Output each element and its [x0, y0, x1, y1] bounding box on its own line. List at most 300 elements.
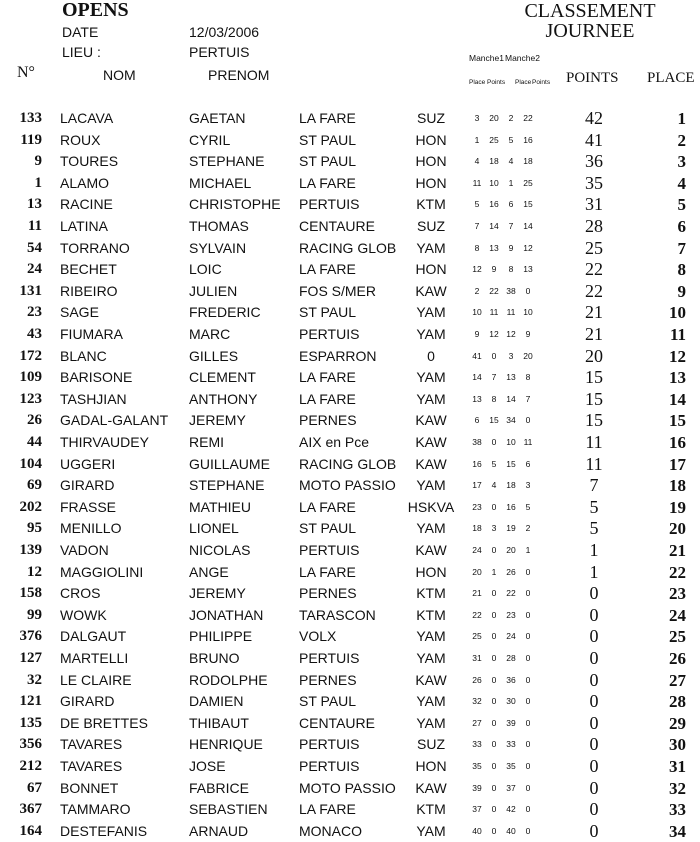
row-moto: YAM — [416, 693, 446, 710]
row-m1-place: 13 — [472, 393, 482, 404]
row-m1-place: 4 — [474, 156, 480, 167]
row-nom: BONNET — [60, 779, 119, 796]
row-club: PERNES — [299, 412, 357, 429]
row-nom: MARTELLI — [60, 650, 129, 666]
row-club: ST PAUL — [299, 153, 357, 170]
row-total-points: 1 — [589, 561, 599, 582]
row-number: 158 — [19, 585, 42, 602]
row-final-place: 34 — [669, 821, 686, 841]
row-m1-points: 0 — [491, 609, 497, 620]
row-number: 9 — [34, 153, 42, 170]
table-row — [0, 432, 700, 454]
row-m2-place: 11 — [506, 307, 516, 318]
row-club: ST PAUL — [299, 304, 357, 321]
row-final-place: 14 — [669, 389, 686, 409]
row-club: LA FARE — [299, 369, 356, 386]
row-m1-points: 0 — [491, 761, 497, 771]
row-prenom: SYLVAIN — [189, 239, 247, 256]
row-final-place: 33 — [669, 800, 686, 820]
row-number: 212 — [19, 758, 42, 774]
row-m2-place: 35 — [506, 761, 516, 771]
row-number: 104 — [19, 455, 42, 472]
row-moto: YAM — [416, 369, 446, 386]
row-prenom: CLEMENT — [189, 369, 256, 386]
row-m2-place: 14 — [506, 393, 516, 404]
m2-points-header: Points — [532, 79, 551, 86]
row-m1-place: 3 — [474, 113, 480, 123]
row-total-points: 21 — [585, 324, 603, 344]
row-m1-points: 0 — [491, 696, 497, 707]
row-total-points: 22 — [585, 259, 603, 280]
row-m1-place: 40 — [472, 825, 482, 836]
table-row — [0, 173, 700, 195]
table-row — [0, 605, 700, 627]
row-number: 172 — [19, 347, 42, 364]
row-moto: HON — [415, 131, 447, 148]
row-club: AIX en Pce — [299, 434, 370, 450]
row-final-place: 17 — [669, 454, 686, 474]
row-m2-place: 16 — [506, 501, 516, 512]
row-number: 23 — [27, 304, 42, 321]
row-m2-points: 0 — [525, 285, 531, 296]
row-m2-points: 0 — [525, 782, 531, 793]
table-row — [0, 389, 700, 411]
table-row — [0, 518, 700, 540]
row-final-place: 29 — [669, 713, 686, 733]
table-row — [0, 151, 700, 173]
row-m1-points: 14 — [489, 221, 499, 231]
row-number: 44 — [27, 434, 42, 450]
table-row — [0, 583, 700, 605]
row-m1-place: 31 — [472, 653, 482, 663]
row-m2-points: 16 — [523, 134, 533, 145]
table-row — [0, 497, 700, 519]
row-m2-points: 3 — [525, 480, 531, 491]
row-nom: FRASSE — [60, 498, 117, 515]
row-m2-place: 38 — [506, 285, 516, 296]
row-moto: YAM — [416, 304, 446, 321]
row-moto: HSKVA — [407, 498, 455, 515]
row-final-place: 11 — [669, 325, 686, 344]
row-total-points: 0 — [589, 820, 599, 841]
row-m2-place: 33 — [506, 739, 516, 750]
row-nom: CROS — [60, 585, 101, 602]
row-moto: SUZ — [417, 218, 445, 234]
row-m2-place: 20 — [506, 545, 516, 555]
row-prenom: RODOLPHE — [189, 671, 268, 688]
table-row — [0, 648, 700, 670]
row-m1-place: 27 — [472, 717, 482, 728]
row-nom: GIRARD — [60, 693, 115, 710]
row-prenom: STEPHANE — [189, 477, 265, 494]
row-m1-points: 16 — [489, 199, 499, 210]
row-total-points: 11 — [585, 453, 603, 474]
row-club: PERNES — [299, 585, 357, 602]
total-points-header: POINTS — [566, 70, 619, 86]
row-prenom: MICHAEL — [189, 174, 252, 191]
row-moto: YAM — [416, 650, 446, 666]
row-m2-points: 8 — [525, 372, 531, 383]
row-moto: YAM — [416, 390, 446, 407]
row-prenom: CYRIL — [189, 131, 231, 148]
row-total-points: 0 — [589, 756, 599, 776]
row-nom: RACINE — [60, 196, 113, 213]
row-prenom: STEPHANE — [189, 153, 265, 170]
row-m1-place: 18 — [472, 523, 482, 534]
row-final-place: 23 — [669, 584, 686, 604]
m1-points-header: Points — [487, 79, 506, 86]
table-row — [0, 670, 700, 692]
row-prenom: THIBAUT — [189, 714, 249, 731]
row-total-points: 5 — [589, 518, 599, 539]
row-prenom: PHILIPPE — [189, 628, 253, 645]
row-m1-place: 23 — [472, 501, 482, 512]
row-m1-points: 5 — [491, 458, 497, 469]
row-prenom: JONATHAN — [189, 606, 264, 623]
table-row — [0, 216, 700, 238]
row-prenom: BRUNO — [189, 650, 240, 666]
row-nom: DESTEFANIS — [60, 822, 148, 839]
row-nom: TOURES — [60, 153, 119, 170]
row-moto: HON — [415, 758, 447, 774]
row-m2-points: 20 — [523, 350, 533, 361]
row-club: MONACO — [299, 822, 362, 839]
row-moto: KAW — [415, 282, 447, 299]
row-m2-place: 5 — [508, 134, 514, 145]
row-nom: BECHET — [60, 261, 117, 278]
row-m2-points: 0 — [525, 804, 531, 815]
table-row — [0, 562, 700, 584]
row-m2-place: 26 — [506, 566, 516, 577]
row-total-points: 15 — [585, 410, 603, 431]
row-prenom: LIONEL — [189, 520, 239, 537]
row-m2-points: 0 — [525, 674, 531, 685]
row-m2-place: 3 — [508, 350, 514, 361]
row-m1-points: 22 — [489, 285, 499, 296]
row-number: 67 — [27, 779, 42, 796]
row-nom: ROUX — [60, 131, 101, 148]
row-m1-place: 2 — [474, 285, 480, 296]
row-club: FOS S/MER — [299, 282, 377, 299]
row-club: RACING GLOB — [299, 455, 397, 472]
manche1-header: Manche1 — [469, 53, 504, 63]
row-number: 202 — [19, 498, 42, 515]
manche2-header: Manche2 — [505, 53, 540, 63]
row-nom: GIRARD — [60, 477, 115, 494]
row-total-points: 21 — [585, 302, 603, 323]
row-m2-place: 28 — [506, 653, 516, 663]
row-m1-place: 9 — [474, 329, 480, 339]
row-moto: YAM — [416, 326, 446, 342]
row-m2-place: 18 — [506, 480, 516, 491]
row-nom: THIRVAUDEY — [60, 434, 149, 450]
row-club: PERTUIS — [299, 326, 360, 342]
row-number: 121 — [19, 693, 42, 710]
row-m2-points: 9 — [525, 329, 531, 339]
row-club: PERTUIS — [299, 758, 360, 774]
row-m1-place: 35 — [472, 761, 482, 771]
ranking-title-line2: JOURNEE — [545, 20, 635, 42]
table-row — [0, 540, 700, 562]
row-m1-place: 5 — [474, 199, 480, 210]
row-m2-points: 11 — [523, 437, 533, 447]
row-m1-place: 32 — [472, 696, 482, 707]
row-final-place: 15 — [669, 411, 686, 431]
row-m1-place: 11 — [472, 177, 482, 188]
row-m1-place: 21 — [472, 588, 482, 599]
row-prenom: NICOLAS — [189, 542, 251, 558]
ranking-title — [500, 1, 680, 41]
row-final-place: 20 — [669, 519, 686, 539]
row-prenom: ANGE — [189, 563, 229, 580]
ranking-title-line1: CLASSEMENT — [524, 0, 656, 22]
row-moto: KTM — [416, 801, 446, 818]
row-club: CENTAURE — [299, 218, 375, 234]
row-final-place: 21 — [669, 541, 686, 560]
row-m1-place: 22 — [472, 609, 482, 620]
row-m2-points: 0 — [525, 653, 531, 663]
row-total-points: 0 — [589, 604, 599, 625]
table-row — [0, 713, 700, 735]
table-row — [0, 626, 700, 648]
row-total-points: 7 — [589, 475, 599, 496]
row-m1-place: 10 — [472, 307, 482, 318]
row-m2-points: 14 — [523, 221, 533, 231]
row-prenom: GUILLAUME — [189, 455, 270, 472]
row-club: PERTUIS — [299, 542, 360, 558]
row-m1-place: 39 — [472, 782, 482, 793]
row-club: VOLX — [299, 628, 337, 645]
row-m2-place: 30 — [506, 696, 516, 707]
row-nom: TORRANO — [60, 239, 130, 256]
row-moto: KAW — [415, 455, 447, 472]
table-row — [0, 691, 700, 713]
row-prenom: LOIC — [189, 261, 222, 278]
row-m2-points: 6 — [525, 458, 531, 469]
row-club: LA FARE — [299, 563, 356, 580]
row-m2-place: 15 — [506, 458, 516, 469]
row-final-place: 32 — [669, 778, 686, 798]
row-m2-points: 0 — [525, 609, 531, 620]
table-row — [0, 410, 700, 432]
row-moto: HON — [415, 261, 447, 278]
m2-place-header: Place — [515, 79, 532, 86]
row-m2-points: 13 — [523, 264, 533, 275]
row-m1-place: 1 — [474, 134, 480, 145]
row-m2-points: 0 — [525, 761, 531, 771]
row-final-place: 28 — [669, 692, 686, 712]
row-nom: WOWK — [60, 606, 107, 623]
row-nom: SAGE — [60, 304, 99, 321]
row-number: 123 — [19, 390, 42, 407]
row-m2-place: 8 — [508, 264, 514, 275]
row-m1-place: 16 — [472, 458, 482, 469]
row-m1-points: 4 — [491, 480, 497, 491]
row-total-points: 15 — [585, 388, 603, 409]
row-m2-place: 19 — [506, 523, 516, 534]
row-moto: KAW — [415, 412, 447, 429]
table-row — [0, 756, 700, 778]
row-m1-place: 38 — [472, 437, 482, 447]
row-moto: KAW — [415, 671, 447, 688]
row-m1-place: 20 — [472, 566, 482, 577]
row-m1-points: 0 — [491, 717, 497, 728]
row-final-place: 9 — [677, 281, 686, 301]
row-nom: TAMMARO — [60, 801, 131, 818]
row-m1-points: 11 — [489, 307, 499, 318]
row-club: RACING GLOB — [299, 239, 397, 256]
table-row — [0, 194, 700, 216]
row-m1-place: 6 — [474, 415, 480, 426]
row-m1-points: 0 — [491, 674, 497, 685]
lieu-value: PERTUIS — [189, 44, 250, 60]
row-number: 12 — [27, 563, 42, 580]
row-m1-place: 33 — [472, 739, 482, 750]
row-m2-place: 24 — [506, 631, 516, 642]
row-moto: KTM — [416, 585, 446, 602]
row-m1-place: 37 — [472, 804, 482, 815]
table-row — [0, 821, 700, 842]
table-row — [0, 108, 700, 130]
row-final-place: 8 — [677, 260, 686, 280]
row-moto: YAM — [416, 628, 446, 645]
row-number: 32 — [27, 671, 42, 688]
table-row — [0, 238, 700, 260]
row-m2-place: 42 — [506, 804, 516, 815]
row-m1-points: 0 — [491, 437, 497, 447]
row-m1-points: 0 — [491, 501, 497, 512]
category-title: OPENS — [62, 0, 129, 21]
row-total-points: 11 — [585, 432, 603, 452]
row-number: 26 — [27, 412, 42, 429]
row-m1-place: 24 — [472, 545, 482, 555]
row-m1-points: 0 — [491, 545, 497, 555]
table-row — [0, 130, 700, 152]
row-m1-points: 0 — [491, 739, 497, 750]
row-m1-place: 7 — [474, 221, 480, 231]
row-moto: YAM — [416, 822, 446, 839]
row-m1-points: 8 — [491, 393, 497, 404]
row-m2-place: 6 — [508, 199, 514, 210]
table-row — [0, 475, 700, 497]
row-m2-points: 7 — [525, 393, 531, 404]
row-moto: SUZ — [417, 110, 445, 126]
row-m1-points: 7 — [491, 372, 497, 383]
row-nom: TAVARES — [60, 736, 123, 753]
row-prenom: JULIEN — [189, 282, 238, 299]
row-prenom: ARNAUD — [189, 822, 249, 839]
row-nom: VADON — [60, 542, 109, 558]
row-total-points: 22 — [585, 280, 603, 301]
row-prenom: GILLES — [189, 347, 239, 364]
row-final-place: 10 — [669, 303, 686, 323]
row-number: 133 — [19, 110, 42, 126]
col-prenom-header: PRENOM — [208, 67, 270, 83]
row-number: 95 — [27, 520, 42, 537]
row-m2-points: 15 — [523, 199, 533, 210]
row-final-place: 2 — [677, 130, 686, 150]
table-row — [0, 259, 700, 281]
row-total-points: 0 — [589, 799, 599, 820]
row-prenom: DAMIEN — [189, 693, 244, 710]
row-m2-place: 34 — [506, 415, 516, 426]
row-total-points: 0 — [589, 777, 599, 798]
row-number: 24 — [27, 261, 42, 278]
row-nom: RIBEIRO — [60, 282, 118, 299]
row-m1-points: 25 — [489, 134, 499, 145]
row-club: PERTUIS — [299, 196, 360, 213]
row-m2-place: 40 — [506, 825, 516, 836]
row-m1-points: 0 — [491, 350, 497, 361]
row-m1-points: 0 — [491, 631, 497, 642]
row-prenom: REMI — [189, 434, 224, 450]
row-final-place: 31 — [669, 757, 686, 776]
row-nom: BLANC — [60, 347, 107, 364]
row-prenom: GAETAN — [189, 110, 246, 126]
row-moto: 0 — [427, 347, 435, 364]
row-number: 135 — [19, 714, 42, 731]
row-moto: KTM — [416, 196, 446, 213]
row-prenom: CHRISTOPHE — [189, 196, 281, 213]
row-m2-place: 10 — [506, 437, 516, 447]
row-club: LA FARE — [299, 498, 356, 515]
row-final-place: 22 — [669, 562, 686, 582]
row-m1-points: 0 — [491, 782, 497, 793]
row-m2-points: 12 — [523, 242, 533, 253]
table-row — [0, 454, 700, 476]
row-m1-points: 13 — [489, 242, 499, 253]
row-m2-points: 25 — [523, 177, 533, 188]
row-club: PERNES — [299, 671, 357, 688]
row-number: 54 — [27, 239, 42, 256]
row-m1-points: 0 — [491, 653, 497, 663]
row-total-points: 0 — [589, 583, 599, 604]
row-moto: HON — [415, 153, 447, 170]
row-m2-place: 22 — [506, 588, 516, 599]
row-total-points: 28 — [585, 216, 603, 236]
row-total-points: 25 — [585, 237, 603, 258]
row-final-place: 6 — [677, 217, 686, 236]
row-m2-points: 0 — [525, 717, 531, 728]
row-final-place: 19 — [669, 497, 686, 517]
row-m1-points: 20 — [489, 113, 499, 123]
row-total-points: 35 — [585, 172, 603, 193]
row-moto: KAW — [415, 542, 447, 558]
row-m2-points: 0 — [525, 739, 531, 750]
row-club: LA FARE — [299, 390, 356, 407]
row-m2-points: 18 — [523, 156, 533, 167]
row-m1-points: 0 — [491, 588, 497, 599]
row-nom: DE BRETTES — [60, 714, 148, 731]
row-number: 356 — [19, 736, 42, 753]
row-m1-place: 26 — [472, 674, 482, 685]
row-prenom: MARC — [189, 326, 231, 342]
row-number: 376 — [19, 628, 42, 645]
row-total-points: 0 — [589, 734, 599, 755]
row-m2-points: 10 — [523, 307, 533, 318]
row-number: 119 — [20, 131, 42, 148]
row-nom: LACAVA — [60, 110, 114, 126]
row-club: CENTAURE — [299, 714, 375, 731]
table-row — [0, 778, 700, 800]
row-number: 11 — [27, 218, 42, 234]
table-row — [0, 324, 700, 346]
row-club: ESPARRON — [299, 347, 377, 364]
row-final-place: 16 — [669, 433, 686, 452]
row-number: 1 — [34, 174, 42, 191]
row-club: TARASCON — [299, 606, 376, 623]
table-row — [0, 346, 700, 368]
